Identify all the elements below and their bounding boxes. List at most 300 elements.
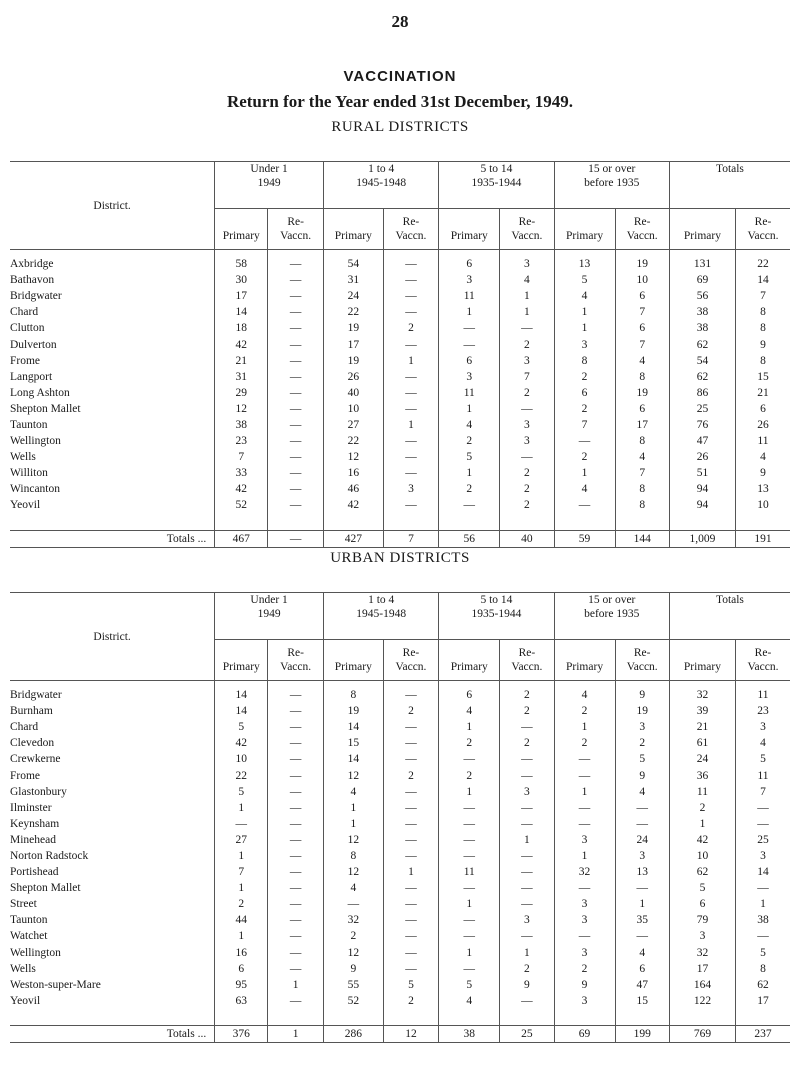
table-cell: — [383,848,439,864]
table-cell: 8 [615,497,669,513]
table-cell: 6 [735,401,790,417]
district-name: Minehead [10,833,56,846]
table-cell: 14 [215,703,268,719]
table-cell: 15 [324,735,384,751]
table-cell: 4 [554,288,615,304]
group-header-label: 15 or over [588,594,636,606]
table-cell: 29 [215,385,268,401]
table-cell: 1 [439,719,500,735]
table-cell: 22 [215,767,268,783]
table-cell: 1 [215,800,268,816]
table-cell: 10 [669,848,735,864]
table-cell: — [383,304,439,320]
group-header-years: 1949 [257,608,281,620]
table-cell: — [439,912,500,928]
table-cell: 6 [439,681,500,704]
table-cell: 79 [669,912,735,928]
table-cell: 5 [383,977,439,993]
group-header [215,593,324,640]
table-cell: 13 [735,481,790,497]
revacc-header [500,209,554,250]
table-cell: — [500,719,554,735]
district-name: Chard [10,306,39,319]
table-cell: 9 [615,767,669,783]
table-cell: — [383,288,439,304]
table-row [10,401,790,417]
revacc-header-line1: Re- [754,647,772,659]
table-cell: 42 [215,481,268,497]
group-header-years: 1935-1944 [471,608,522,620]
group-header [669,593,790,640]
table-cell: — [268,497,324,513]
table-cell: 2 [500,385,554,401]
table-cell: 7 [554,417,615,433]
table-cell: 12 [324,832,384,848]
table-cell: 1 [554,304,615,320]
district-name: Keynsham [10,817,60,830]
primary-header [669,640,735,681]
table-row [10,864,790,880]
table-cell: 6 [669,896,735,912]
revacc-header-line2: Vaccn. [280,661,312,673]
table-cell: 3 [554,336,615,352]
table-cell: 1 [383,417,439,433]
table-cell: 1 [268,977,324,993]
primary-header [439,209,500,250]
table-cell: 9 [324,961,384,977]
table-cell: 4 [500,272,554,288]
table-cell: 14 [215,304,268,320]
table-cell: 95 [215,977,268,993]
table-cell: — [383,465,439,481]
table-cell: — [268,735,324,751]
district-name: Bathavon [10,274,55,287]
table-cell: — [268,272,324,288]
table-cell: 62 [735,977,790,993]
table-cell: 3 [615,848,669,864]
totals-cell: 199 [615,1025,669,1042]
revacc-header-line1: Re- [633,216,651,228]
group-header-label: 1 to 4 [368,594,395,606]
table-cell: 2 [383,993,439,1009]
table-cell: — [268,353,324,369]
table-cell: 5 [215,719,268,735]
table-cell: 17 [324,336,384,352]
table-cell: 5 [554,272,615,288]
district-name: Portishead [10,866,59,879]
table-cell: — [383,369,439,385]
table-cell: 1 [669,816,735,832]
table-cell: 94 [669,481,735,497]
table-cell: 10 [735,497,790,513]
table-cell: 18 [215,320,268,336]
table-cell: 2 [439,735,500,751]
district-name: Long Ashton [10,386,70,399]
table-cell: 3 [500,784,554,800]
table-cell: 32 [669,945,735,961]
table-cell: — [500,993,554,1009]
revacc-header-line1: Re- [754,216,772,228]
table-cell: 4 [615,353,669,369]
table-cell: 3 [615,719,669,735]
district-name: Bridgwater [10,290,62,303]
revacc-header-line2: Vaccn. [395,230,427,242]
table-cell: 11 [735,433,790,449]
table-cell: 5 [439,449,500,465]
table-cell: — [439,497,500,513]
table-cell: 1 [324,816,384,832]
table-cell: 1 [500,304,554,320]
group-header [669,162,790,209]
totals-cell: 467 [215,530,268,547]
table-cell: 1 [383,864,439,880]
table-cell: 26 [324,369,384,385]
totals-cell: 69 [554,1025,615,1042]
table-row [10,449,790,465]
table-cell: 23 [735,703,790,719]
table-cell: — [268,751,324,767]
table-cell: — [500,880,554,896]
table-row [10,961,790,977]
table-cell: 6 [215,961,268,977]
group-header [554,593,669,640]
table-cell: 22 [324,433,384,449]
table-cell: 3 [669,928,735,944]
table-cell: 7 [500,369,554,385]
table-cell: 1 [324,800,384,816]
urban-section-title: URBAN DISTRICTS [330,550,470,566]
group-header-label: Under 1 [250,163,288,175]
table-row [10,880,790,896]
revacc-header [615,209,669,250]
table-cell: — [383,912,439,928]
table-cell: 19 [324,353,384,369]
table-cell: — [439,880,500,896]
table-cell: 1 [215,928,268,944]
table-cell: — [383,896,439,912]
table-cell: 7 [615,304,669,320]
table-cell: 8 [735,304,790,320]
group-header [439,162,554,209]
table-cell: — [268,864,324,880]
table-cell: — [268,401,324,417]
totals-cell: 286 [324,1025,384,1042]
revacc-header [615,640,669,681]
table-cell: 1 [439,945,500,961]
revacc-header [735,209,790,250]
table-cell: — [383,497,439,513]
table-cell: — [500,896,554,912]
table-cell: 9 [615,681,669,704]
table-cell: 3 [554,912,615,928]
table-cell: 7 [215,864,268,880]
table-cell: — [615,816,669,832]
table-cell: — [268,385,324,401]
table-cell: — [500,800,554,816]
group-header-label: 1 to 4 [368,163,395,175]
rural-districts-table [10,161,790,548]
table-cell: 17 [669,961,735,977]
table-cell: — [268,816,324,832]
table-cell: 7 [215,449,268,465]
table-cell: 3 [500,250,554,273]
table-row [10,977,790,993]
table-cell: 32 [324,912,384,928]
table-cell: 32 [669,681,735,704]
district-name: Axbridge [10,258,54,271]
table-cell: 1 [439,304,500,320]
group-header-years: 1945-1948 [356,177,407,189]
page-number: 28 [391,12,409,31]
revacc-header-line2: Vaccn. [511,661,543,673]
table-cell: 12 [215,401,268,417]
table-row [10,304,790,320]
district-name: Weston-super-Mare [10,978,101,991]
table-cell: 14 [215,681,268,704]
table-cell: 131 [669,250,735,273]
table-cell: 1 [500,832,554,848]
table-cell: — [439,320,500,336]
table-cell: — [500,864,554,880]
table-cell: 51 [669,465,735,481]
revacc-header [735,640,790,681]
revacc-header-line1: Re- [402,647,420,659]
table-cell: — [735,800,790,816]
table-cell: 164 [669,977,735,993]
table-cell: 42 [215,336,268,352]
table-row [10,735,790,751]
district-name: Dulverton [10,338,57,351]
primary-header [215,640,268,681]
table-cell: 1 [215,880,268,896]
table-cell: 3 [439,369,500,385]
table-cell: 2 [554,961,615,977]
table-cell: — [554,751,615,767]
table-cell: 6 [439,250,500,273]
table-cell: 26 [735,417,790,433]
table-cell: 4 [324,880,384,896]
table-cell: — [615,800,669,816]
totals-cell: 191 [735,530,790,547]
table-cell: 23 [215,433,268,449]
table-cell: 3 [383,481,439,497]
table-cell: 1 [439,896,500,912]
table-cell: — [324,896,384,912]
table-cell: 8 [735,320,790,336]
district-name: Street [10,898,37,911]
table-cell: — [383,832,439,848]
table-cell: — [383,401,439,417]
revacc-header-line1: Re- [287,216,304,228]
totals-cell: 1,009 [669,530,735,547]
revacc-header-line1: Re- [518,647,536,659]
table-cell: 33 [215,465,268,481]
table-cell: 3 [735,848,790,864]
table-cell: — [554,767,615,783]
table-cell: 1 [215,848,268,864]
table-cell: 42 [215,735,268,751]
table-row [10,353,790,369]
table-cell: 9 [735,336,790,352]
primary-header-label: Primary [334,661,372,673]
table-cell: 17 [215,288,268,304]
table-cell: — [268,320,324,336]
table-cell: 2 [554,369,615,385]
table-cell: 9 [500,977,554,993]
table-cell: 14 [735,864,790,880]
district-name: Bridgwater [10,689,62,702]
table-cell: — [383,272,439,288]
table-cell: 24 [615,832,669,848]
table-row [10,288,790,304]
table-cell: — [268,250,324,273]
table-cell: 1 [439,465,500,481]
table-row [10,433,790,449]
table-cell: 62 [669,864,735,880]
revacc-header-line2: Vaccn. [747,230,779,242]
table-row [10,497,790,513]
table-cell: 52 [324,993,384,1009]
table-cell: — [383,385,439,401]
table-row [10,784,790,800]
totals-cell: 237 [735,1025,790,1042]
table-cell: 8 [324,681,384,704]
table-cell: 1 [500,945,554,961]
group-header-label: Totals [715,163,744,175]
table-cell: 19 [324,320,384,336]
table-cell: 4 [554,481,615,497]
table-cell: 32 [554,864,615,880]
table-row [10,369,790,385]
table-cell: — [735,880,790,896]
table-cell: 5 [669,880,735,896]
table-cell: 10 [215,751,268,767]
table-cell: 2 [324,928,384,944]
table-cell: — [615,928,669,944]
table-cell: — [554,880,615,896]
table-cell: 2 [215,896,268,912]
table-cell: 3 [500,433,554,449]
table-cell: — [383,784,439,800]
totals-row [10,530,790,547]
group-header [324,593,439,640]
district-name: Clutton [10,322,45,335]
table-cell: 2 [500,681,554,704]
table-cell: — [383,880,439,896]
table-cell: — [735,816,790,832]
district-name: Langport [10,370,53,383]
revacc-header-line2: Vaccn. [280,230,312,242]
revacc-header [268,209,324,250]
district-name: Yeovil [10,994,41,1007]
district-name: Taunton [10,418,48,431]
table-cell: 62 [669,336,735,352]
table-cell: — [500,449,554,465]
table-cell: — [500,816,554,832]
primary-header [669,209,735,250]
totals-cell: 40 [500,530,554,547]
group-header-years: 1935-1944 [471,177,522,189]
table-cell: 16 [215,945,268,961]
table-row [10,912,790,928]
group-header-years: 1949 [257,177,281,189]
table-cell: — [383,433,439,449]
table-cell: 46 [324,481,384,497]
table-cell: — [383,751,439,767]
table-cell: 62 [669,369,735,385]
table-cell: 17 [615,417,669,433]
table-cell: 3 [554,993,615,1009]
table-cell: 3 [500,912,554,928]
totals-cell: 59 [554,530,615,547]
primary-header [324,209,384,250]
table-cell: — [268,465,324,481]
table-cell: — [268,681,324,704]
table-cell: 12 [324,945,384,961]
table-cell: 4 [439,417,500,433]
table-cell: 15 [615,993,669,1009]
table-cell: 47 [669,433,735,449]
table-cell: 12 [324,767,384,783]
district-name: Yeovil [10,499,41,512]
table-cell: 35 [615,912,669,928]
table-cell: — [383,336,439,352]
table-cell: 36 [669,767,735,783]
district-name: Watchet [10,930,48,943]
table-cell: — [268,288,324,304]
table-cell: 5 [735,945,790,961]
table-cell: 3 [500,353,554,369]
table-row [10,681,790,704]
primary-header-label: Primary [566,661,604,673]
table-cell: — [268,767,324,783]
table-cell: 1 [554,465,615,481]
table-row [10,848,790,864]
table-cell: 6 [615,961,669,977]
table-row [10,385,790,401]
table-row [10,320,790,336]
revacc-header-line2: Vaccn. [626,661,658,673]
table-cell: 12 [324,864,384,880]
table-cell: 5 [735,751,790,767]
table-cell: 2 [500,961,554,977]
table-cell: 2 [500,336,554,352]
table-cell: — [268,703,324,719]
table-cell: 52 [215,497,268,513]
table-cell: 40 [324,385,384,401]
table-cell: — [383,800,439,816]
table-row [10,481,790,497]
table-row [10,465,790,481]
table-cell: — [500,401,554,417]
table-cell: 13 [615,864,669,880]
table-cell: — [383,735,439,751]
table-cell: 19 [615,385,669,401]
table-cell: 14 [324,751,384,767]
table-cell: 1 [615,896,669,912]
table-cell: — [268,945,324,961]
table-cell: — [439,961,500,977]
table-cell: 14 [735,272,790,288]
table-cell: — [383,449,439,465]
table-cell: 44 [215,912,268,928]
table-cell: 1 [439,784,500,800]
table-cell: 2 [383,767,439,783]
district-name: Wells [10,962,36,975]
table-cell: — [500,848,554,864]
table-cell: 8 [615,369,669,385]
table-cell: — [268,912,324,928]
